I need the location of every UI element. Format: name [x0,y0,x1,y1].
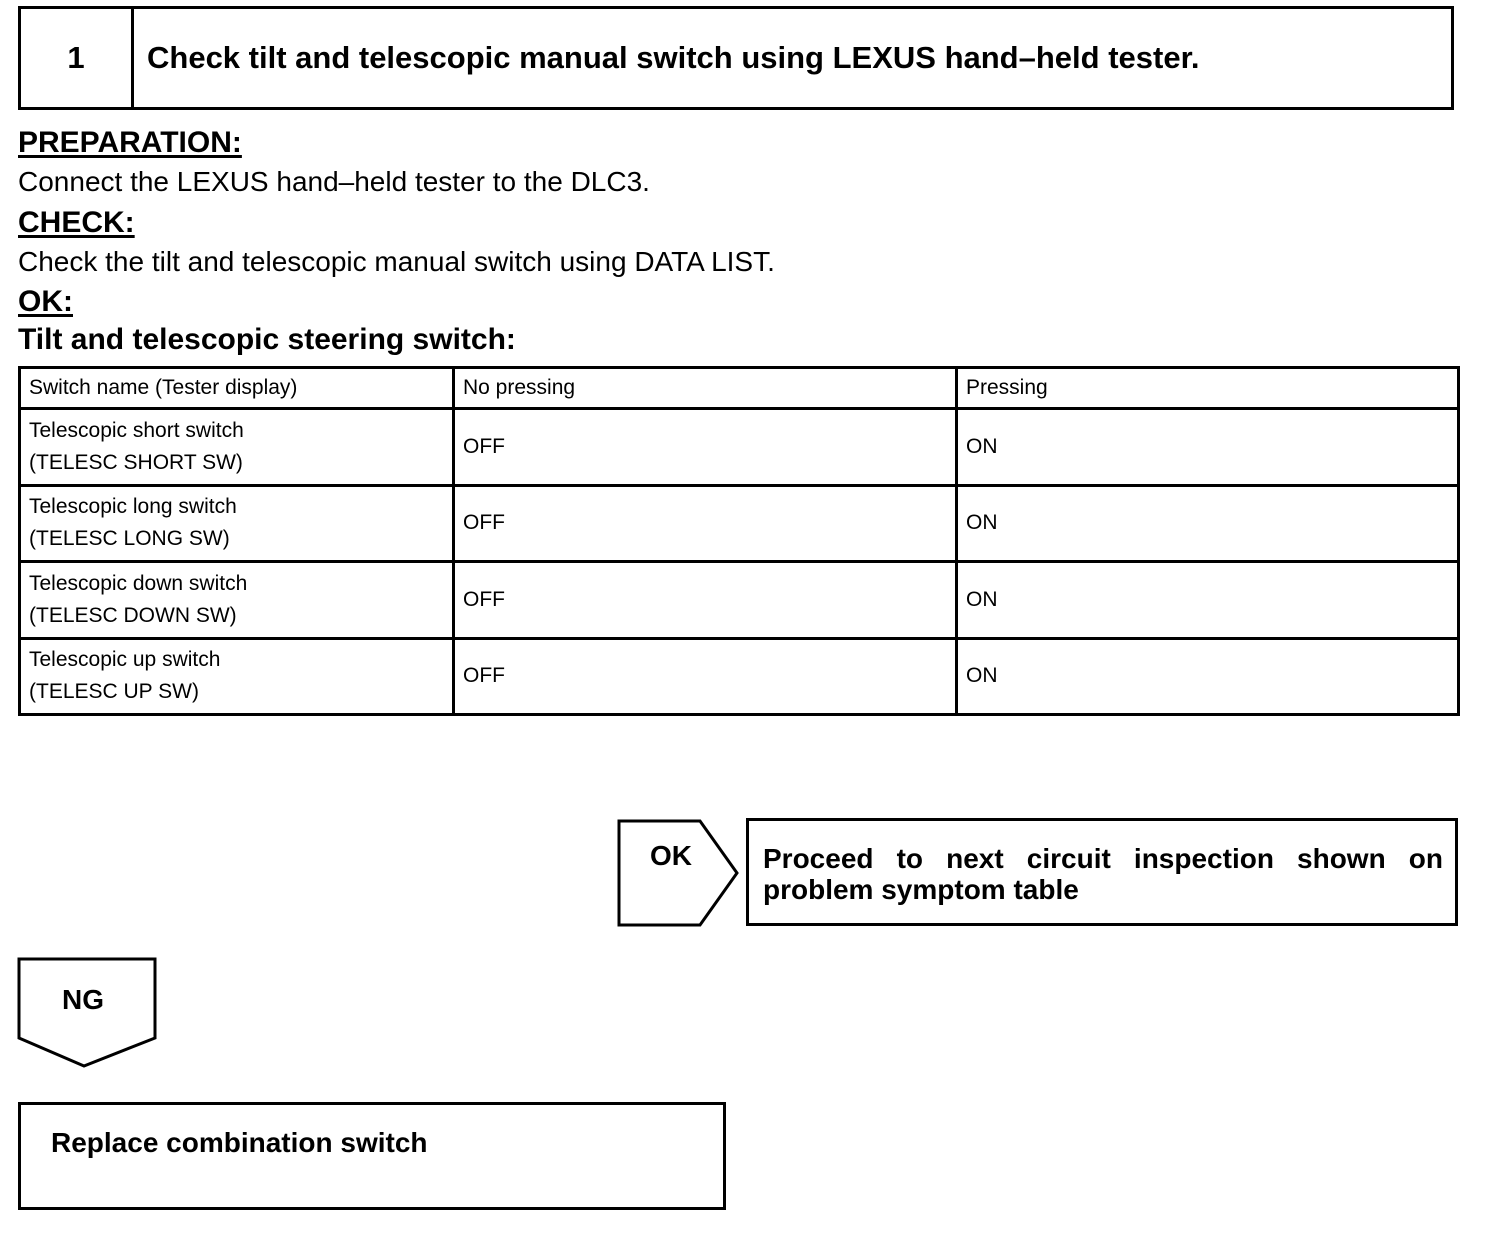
table-row [20,409,1459,486]
check-heading: CHECK: [18,206,135,239]
tester-display: (TELESC DOWN SW) [29,603,237,627]
no-pressing-cell: OFF [454,485,957,562]
ok-result-box [746,818,1458,926]
column-header: Switch name (Tester display) [20,368,454,409]
ok-arrow-icon [616,818,744,928]
step-number: 1 [21,9,134,107]
tester-display: (TELESC LONG SW) [29,527,230,551]
ok-label: OK [650,840,692,871]
switch-name-cell [20,562,454,639]
ng-result-box [18,1102,726,1210]
table-row [20,638,1459,715]
table-header-row [20,368,1459,409]
ok-result-text: Proceed to next circuit inspection shown on problem symptom table [763,843,1443,905]
switch-name: Telescopic up switch [29,648,221,672]
switch-name-cell [20,485,454,562]
switch-name-cell [20,638,454,715]
column-header: No pressing [454,368,957,409]
switch-name: Telescopic down switch [29,571,248,595]
pressing-cell: ON [957,485,1459,562]
check-text: Check the tilt and telescopic manual switch using DATA LIST. [18,246,775,277]
ng-result-text: Replace combination switch [51,1127,428,1158]
ok-heading: OK: [18,285,73,318]
no-pressing-cell: OFF [454,562,957,639]
step-title: Check tilt and telescopic manual switch using LEXUS hand–held tester. [147,40,1200,75]
pressing-cell: ON [957,638,1459,715]
preparation-text: Connect the LEXUS hand–held tester to the DLC3. [18,166,650,197]
switch-name-cell [20,409,454,486]
pressing-cell: ON [957,562,1459,639]
switch-name: Telescopic short switch [29,418,244,442]
table-row [20,485,1459,562]
step-header [18,6,1454,110]
table-row [20,562,1459,639]
no-pressing-cell: OFF [454,409,957,486]
switch-name: Telescopic long switch [29,495,237,519]
preparation-heading: PREPARATION: [18,126,242,159]
ok-subheading: Tilt and telescopic steering switch: [18,323,516,356]
tester-display: (TELESC SHORT SW) [29,450,243,474]
tester-display: (TELESC UP SW) [29,680,199,704]
switch-table [18,366,1460,716]
no-pressing-cell: OFF [454,638,957,715]
pressing-cell: ON [957,409,1459,486]
column-header: Pressing [957,368,1459,409]
ng-label: NG [62,984,104,1015]
